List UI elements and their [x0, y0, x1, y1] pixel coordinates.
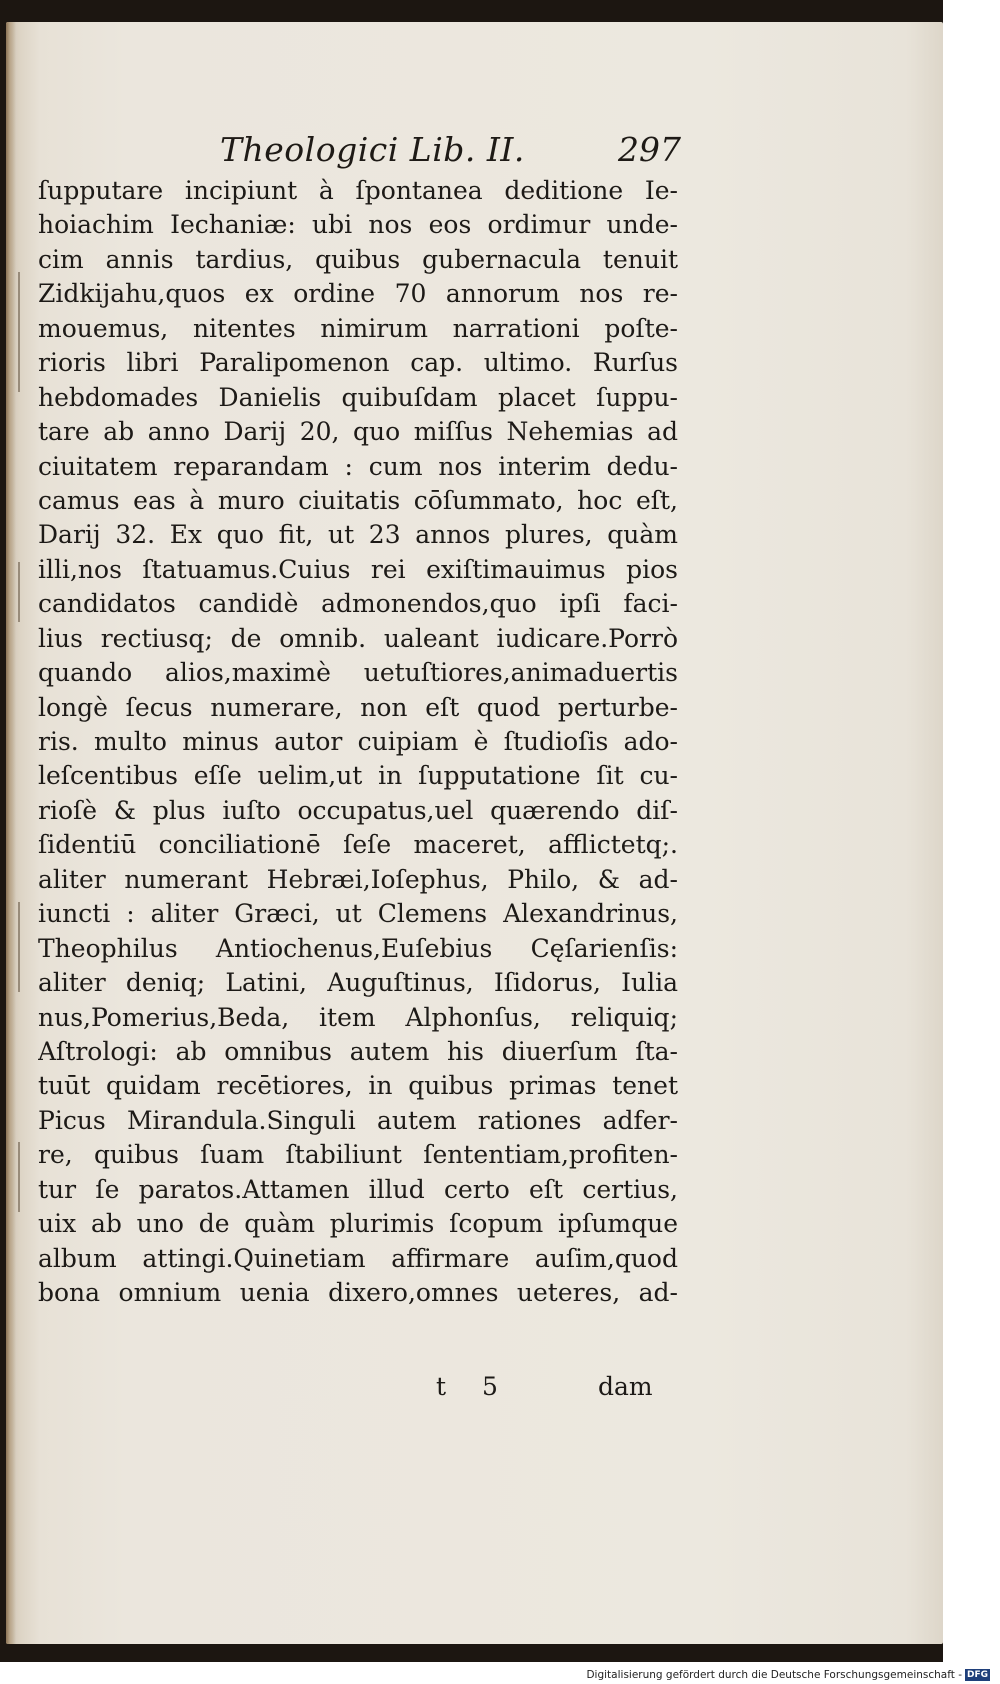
catchword: dam — [598, 1372, 653, 1401]
signature-mark: t 5 — [436, 1372, 512, 1401]
text-line: ris. multo minus autor cuipiam è ſtudioſis ado- — [38, 727, 678, 756]
dfg-logo: DFG — [966, 1670, 988, 1680]
text-line: aliter numerant Hebræi,Ioſephus, Philo, & ad- — [38, 864, 678, 894]
body-text — [38, 174, 678, 1310]
text-line: camus eas à muro ciuitatis cōſummato, hoc eſt, — [38, 485, 678, 515]
text-line: aliter deniq; Latini, Auguſtinus, Iſidorus, Iulia — [38, 968, 678, 998]
text-line: tuūt quidam recētiores, in quibus primas tenet — [38, 1071, 678, 1101]
page-edge-mark — [18, 562, 20, 622]
page-gutter-edge — [6, 22, 16, 1644]
credit-text: Digitalisierung gefördert durch die Deutsche Forschungsgemeinschaft - — [586, 1669, 962, 1681]
page-edge-mark — [18, 1142, 20, 1212]
text-line: nus,Pomerius,Beda, item Alphonſus, reliquiq; — [38, 1002, 678, 1032]
text-line: Aſtrologi: ab omnibus autem his diuerſum ſta- — [38, 1036, 678, 1066]
text-line: cim annis tardius, quibus gubernacula tenuit — [38, 244, 678, 274]
text-line: Picus Mirandula.Singuli autem rationes adfer- — [38, 1105, 678, 1135]
text-line: tare ab anno Darij 20, quo miſſus Nehemias ad — [38, 417, 678, 447]
text-line: hebdomades Danielis quibuſdam placet ſuppu- — [38, 382, 678, 412]
text-line: rioris libri Paralipomenon cap. ultimo. Rurſus — [38, 348, 678, 378]
text-line: hoiachim Iechaniæ: ubi nos eos ordimur unde- — [38, 210, 678, 240]
text-line: bona omnium uenia dixero,omnes ueteres, ad- — [38, 1278, 678, 1307]
book-page — [6, 22, 943, 1644]
digitization-credit — [586, 1669, 990, 1681]
text-line: quando alios,maximè uetuſtiores,animaduertis — [38, 658, 678, 688]
text-line: rioſè & plus iuſto occupatus,uel quærendo diſ- — [38, 795, 678, 825]
page-footer — [38, 1372, 678, 1408]
text-line: Darij 32. Ex quo fit, ut 23 annos plures, quàm — [38, 520, 678, 550]
text-line: iuncti : aliter Græci, ut Clemens Alexandrinus, — [38, 899, 678, 929]
text-line: Zidkijahu,quos ex ordine 70 annorum nos re- — [38, 279, 678, 309]
text-line: leſcentibus eſſe uelim,ut in ſupputatione ſit cu- — [38, 761, 678, 791]
running-head — [38, 130, 681, 174]
text-line: illi,nos ſtatuamus.Cuius rei exiſtimauimus pios — [38, 554, 678, 584]
page-edge-mark — [18, 272, 20, 392]
text-line: longè ſecus numerare, non eſt quod perturbe- — [38, 692, 678, 722]
text-line: uix ab uno de quàm plurimis ſcopum ipſumque — [38, 1209, 678, 1239]
page-number: 297 — [618, 130, 681, 169]
text-line: mouemus, nitentes nimirum narrationi poſte- — [38, 313, 678, 343]
text-line: re, quibus ſuam ſtabiliunt ſententiam,profiten- — [38, 1140, 678, 1170]
text-line: Theophilus Antiochenus,Euſebius Cęſarienſis: — [38, 933, 678, 963]
text-line: ſupputare incipiunt à ſpontanea deditione Ie- — [38, 176, 678, 205]
text-line: tur ſe paratos.Attamen illud certo eſt certius, — [38, 1174, 678, 1204]
text-line: album attingi.Quinetiam affirmare auſim,quod — [38, 1243, 678, 1273]
running-head-title: Theologici Lib. II. — [220, 130, 525, 169]
text-line: candidatos candidè admonendos,quo ipſi faci- — [38, 589, 678, 619]
page-edge-mark — [18, 902, 20, 992]
text-line: ciuitatem reparandam : cum nos interim dedu- — [38, 451, 678, 481]
text-line: ſidentiū conciliationē ſeſe maceret, afflictetq;. — [38, 830, 678, 860]
text-line: lius rectiusq; de omnib. ualeant iudicare.Porrò — [38, 623, 678, 653]
